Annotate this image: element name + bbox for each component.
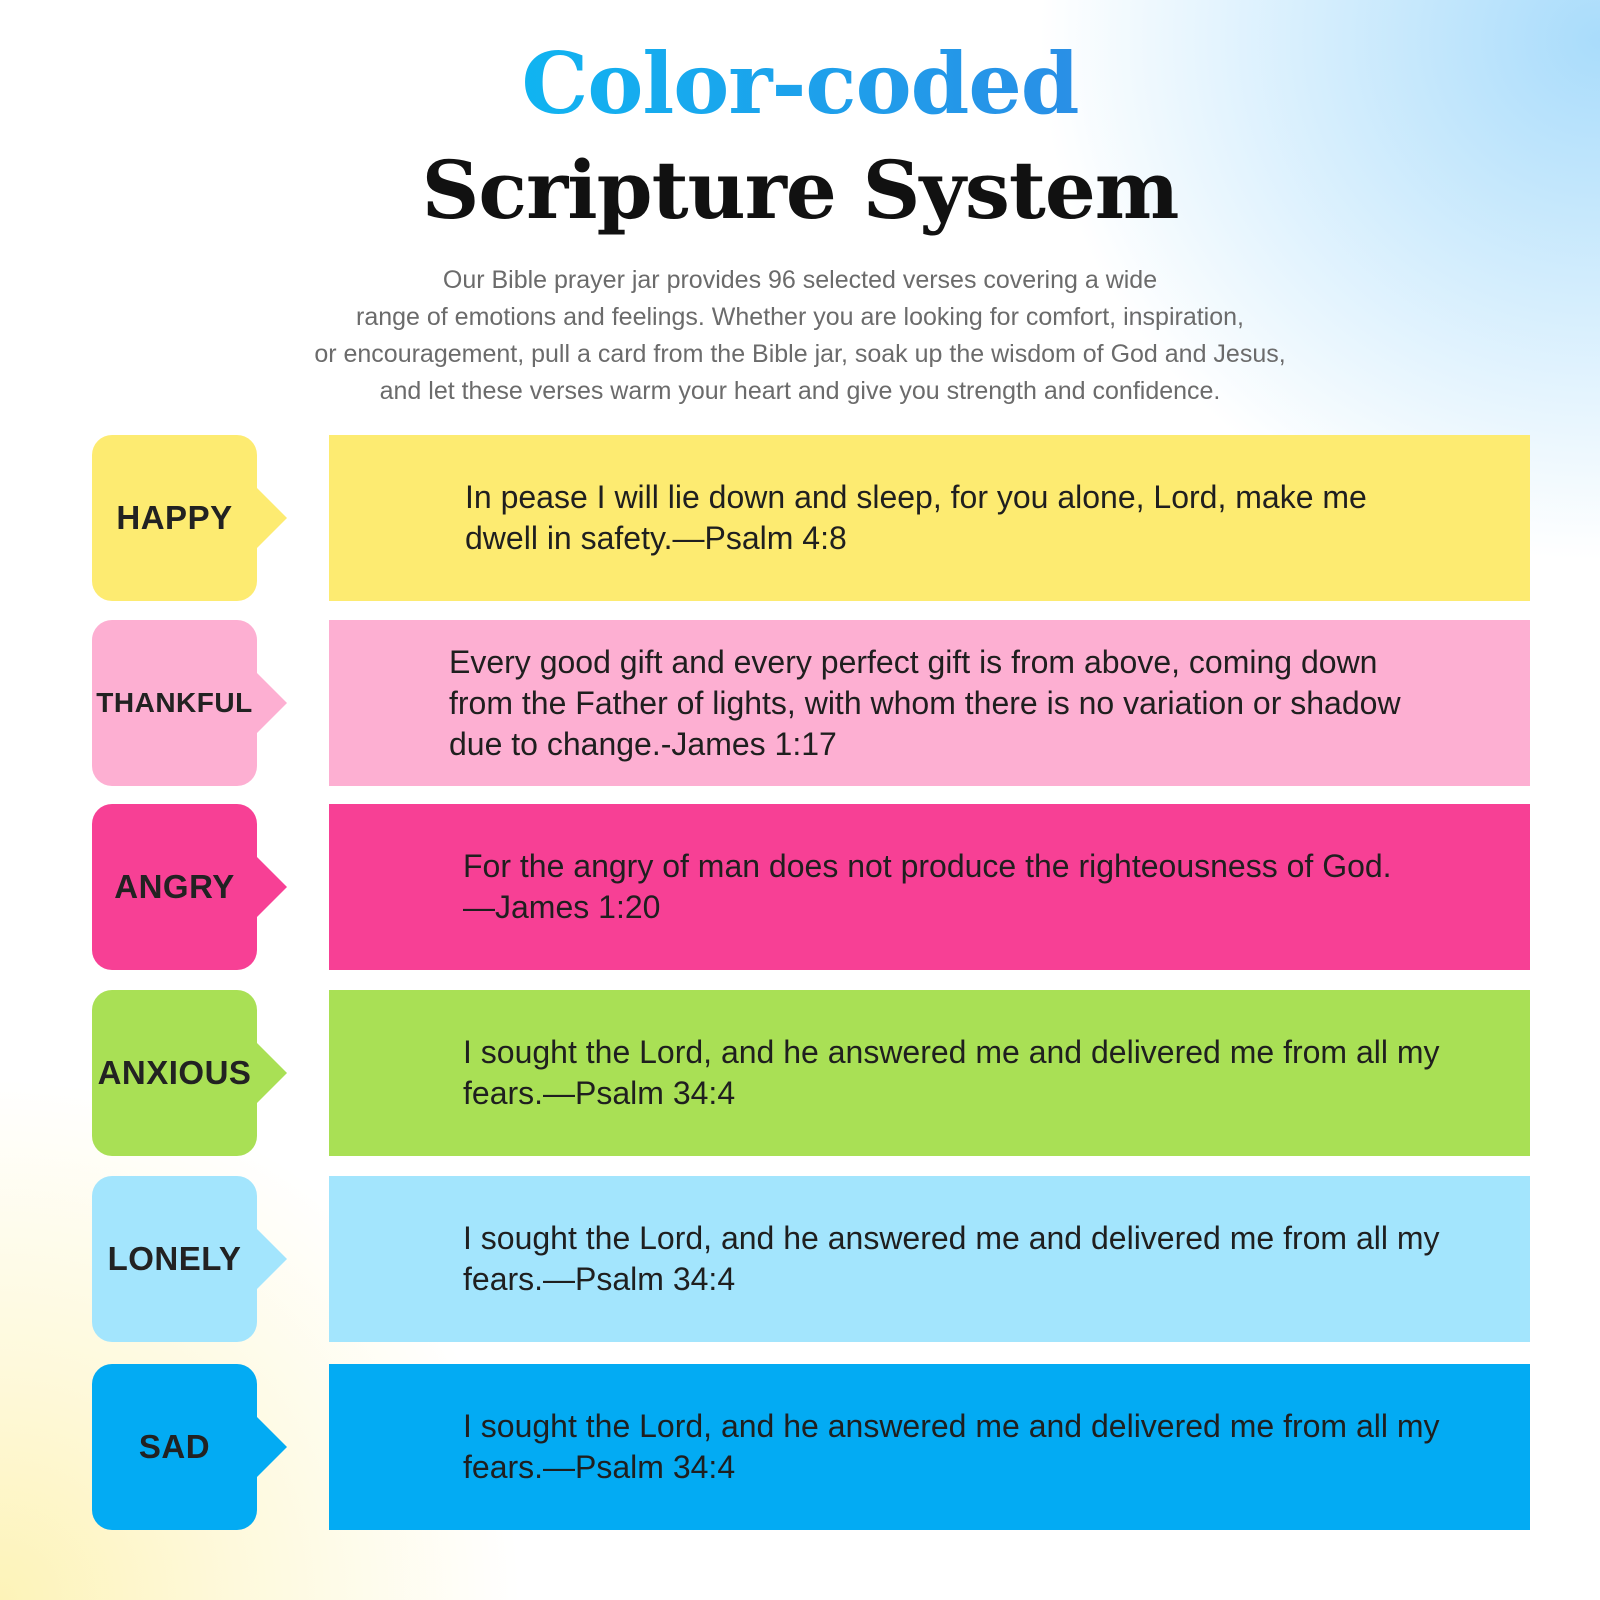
- title-color-coded: [0, 34, 1600, 133]
- verse-text: I sought the Lord, and he answered me and delivered me from all my fears.—Psalm 34:4: [463, 1034, 1440, 1111]
- intro-line: and let these verses warm your heart and give you strength and confidence.: [379, 377, 1221, 405]
- verse-panel-happy: [329, 435, 1530, 601]
- title-scripture-system: Scripture System: [421, 143, 1179, 237]
- verse-panel-lonely: [329, 1176, 1530, 1342]
- verse-panel-anxious: [329, 990, 1530, 1156]
- emotion-label: LONELY: [107, 1240, 242, 1277]
- verse-panel-angry: [329, 804, 1530, 970]
- tab-pointer: [256, 1416, 287, 1478]
- emotion-label: HAPPY: [116, 499, 233, 536]
- verse-text: In pease I will lie down and sleep, for you alone, Lord, make me dwell in safety.—Psalm 4:8: [465, 479, 1367, 556]
- emotion-row-thankful: [0, 620, 1600, 786]
- intro-line: or encouragement, pull a card from the Bible jar, soak up the wisdom of God and Jesus,: [314, 340, 1286, 368]
- intro-line: range of emotions and feelings. Whether you are looking for comfort, inspiration,: [356, 303, 1244, 331]
- emotion-row-angry: [0, 804, 1600, 970]
- emotion-tab-lonely: [92, 1176, 257, 1342]
- verse-panel-sad: [329, 1364, 1530, 1530]
- emotion-tab-happy: [92, 435, 257, 601]
- emotion-label: THANKFUL: [96, 687, 253, 718]
- emotion-label: SAD: [138, 1428, 211, 1465]
- verse-text: I sought the Lord, and he answered me and delivered me from all my fears.—Psalm 34:4: [463, 1220, 1440, 1297]
- emotion-label: ANGRY: [114, 868, 235, 905]
- verse-panel-thankful: [329, 620, 1530, 786]
- tab-pointer: [256, 487, 287, 549]
- intro-line: Our Bible prayer jar provides 96 selected verses covering a wide: [442, 266, 1158, 294]
- emotion-row-anxious: [0, 990, 1600, 1156]
- emotion-row-lonely: [0, 1176, 1600, 1342]
- verse-text: Every good gift and every perfect gift is from above, coming down from the Father of lights, with whom there is no variation or shadow due to change.-James 1:17: [449, 643, 1401, 762]
- tab-pointer: [256, 856, 287, 918]
- emotion-label: ANXIOUS: [97, 1054, 252, 1091]
- tab-pointer: [256, 1042, 287, 1104]
- emotion-row-happy: [0, 435, 1600, 601]
- intro-paragraph: [200, 262, 1400, 410]
- verse-text: I sought the Lord, and he answered me and delivered me from all my fears.—Psalm 34:4: [463, 1408, 1440, 1485]
- emotion-row-sad: [0, 1364, 1600, 1530]
- title-color-coded-text: Color-coded: [521, 34, 1079, 133]
- emotion-tab-thankful: [92, 620, 257, 786]
- tab-pointer: [256, 1228, 287, 1290]
- tab-pointer: [256, 672, 287, 734]
- emotion-tab-angry: [92, 804, 257, 970]
- verse-text: For the angry of man does not produce the righteousness of God. —James 1:20: [463, 848, 1392, 925]
- emotion-tab-sad: [92, 1364, 257, 1530]
- emotion-tab-anxious: [92, 990, 257, 1156]
